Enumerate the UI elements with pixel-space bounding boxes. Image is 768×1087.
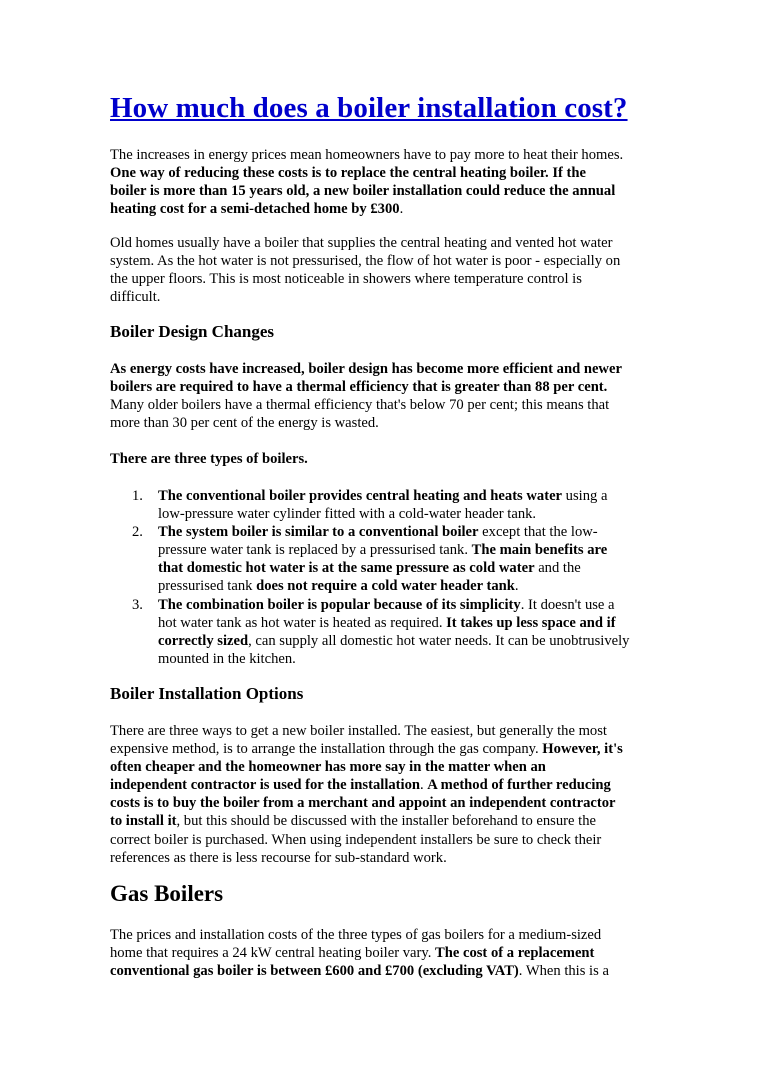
paragraph-line: Many older boilers have a thermal efficiency that's below 70 per cent; this means that [110, 397, 610, 414]
list-bold: The combination boiler is popular because of its simplicity [158, 596, 521, 613]
design-heading: Boiler Design Changes [110, 322, 275, 341]
list-number: 2. [132, 524, 143, 541]
paragraph-text: . When this is a [518, 963, 609, 980]
list-item [110, 596, 670, 668]
list-bold: The main benefits are [471, 542, 608, 559]
paragraph-bold: often cheaper and the homeowner has more say in the matter when an [110, 759, 546, 776]
paragraph-line: correct boiler is purchased. When using independent installers be sure to check their [110, 831, 602, 848]
intro-bold: boiler is more than 15 years old, a new boiler installation could reduce the annual [110, 183, 616, 200]
paragraph-text: expensive method, is to arrange the installation through the gas company. [110, 741, 543, 758]
list-text: mounted in the kitchen. [158, 650, 296, 667]
design-bold: boilers are required to have a thermal efficiency that is greater than 88 per cent. [110, 379, 608, 396]
list-text: using a [562, 488, 608, 504]
list-number: 3. [132, 596, 143, 613]
page-title[interactable]: How much does a boiler installation cost? [110, 92, 628, 124]
list-number: 1. [132, 488, 143, 504]
boiler-types-list [110, 487, 670, 668]
intro-bold: One way of reducing these costs is to replace the central heating boiler. If the [110, 165, 586, 182]
paragraph-line: There are three ways to get a new boiler installed. The easiest, but generally the most [110, 723, 607, 739]
gas-boilers-heading: Gas Boilers [110, 881, 224, 906]
paragraph-bold: costs is to buy the boiler from a merchant and appoint an independent contractor [110, 795, 616, 812]
options-paragraph [110, 722, 670, 867]
paragraph-bold: independent contractor is used for the installation [110, 777, 420, 794]
intro-period: . [399, 201, 404, 218]
list-text: low-pressure water cylinder fitted with a cold-water header tank. [158, 506, 537, 523]
list-bold: does not require a cold water header tank [256, 578, 515, 595]
list-text: and the [534, 560, 581, 577]
list-text: , can supply all domestic hot water needs. It can be unobtrusively [248, 632, 630, 649]
list-bold: correctly sized [158, 632, 249, 649]
list-bold: that domestic hot water is at the same pressure as cold water [158, 560, 535, 577]
paragraph-line: The prices and installation costs of the three types of gas boilers for a medium-sized [110, 927, 602, 943]
gas-paragraph [110, 926, 670, 980]
paragraph-text: home that requires a 24 kW central heating boiler vary. [110, 945, 435, 962]
design-paragraph [110, 360, 670, 432]
list-text: . It doesn't use a [520, 596, 615, 613]
design-bold: As energy costs have increased, boiler design has become more efficient and newer [110, 361, 622, 377]
types-intro [110, 450, 670, 468]
paragraph-bold: A method of further reducing [427, 777, 611, 794]
intro-bold: heating cost for a semi-detached home by £300 [110, 201, 400, 218]
paragraph-text: . [420, 777, 428, 794]
list-text: . [514, 578, 519, 595]
paragraph-line: system. As the hot water is not pressurised, the flow of hot water is poor - especially on [110, 253, 621, 270]
types-intro-text: There are three types of boilers. [110, 451, 308, 467]
old-homes-paragraph [110, 234, 670, 306]
paragraph-bold: to install it [110, 813, 177, 830]
intro-paragraph [110, 146, 670, 218]
list-item [110, 487, 670, 523]
list-text: except that the low- [478, 524, 598, 541]
paragraph-line: more than 30 per cent of the energy is wasted. [110, 415, 379, 432]
intro-line: The increases in energy prices mean homeowners have to pay more to heat their homes. [110, 147, 624, 163]
paragraph-bold: conventional gas boiler is between £600 and £700 (excluding VAT) [110, 963, 519, 980]
list-item [110, 523, 670, 595]
list-bold: It takes up less space and if [446, 614, 616, 631]
paragraph-bold: The cost of a replacement [435, 945, 595, 962]
paragraph-text: , but this should be discussed with the installer beforehand to ensure the [176, 813, 596, 830]
list-bold: The system boiler is similar to a conventional boiler [158, 524, 479, 541]
list-text: pressure water tank is replaced by a pressurised tank. [158, 542, 472, 559]
list-text: pressurised tank [158, 578, 257, 595]
paragraph-line: the upper floors. This is most noticeable in showers where temperature control is [110, 271, 582, 288]
options-heading: Boiler Installation Options [110, 684, 304, 703]
paragraph-line: references as there is less recourse for sub-standard work. [110, 849, 447, 866]
paragraph-line: difficult. [110, 289, 161, 306]
paragraph-bold: However, it's [542, 741, 623, 758]
list-bold: The conventional boiler provides central heating and heats water [158, 488, 563, 504]
paragraph-line: Old homes usually have a boiler that supplies the central heating and vented hot water [110, 235, 613, 251]
list-text: hot water tank as hot water is heated as required. [158, 614, 447, 631]
